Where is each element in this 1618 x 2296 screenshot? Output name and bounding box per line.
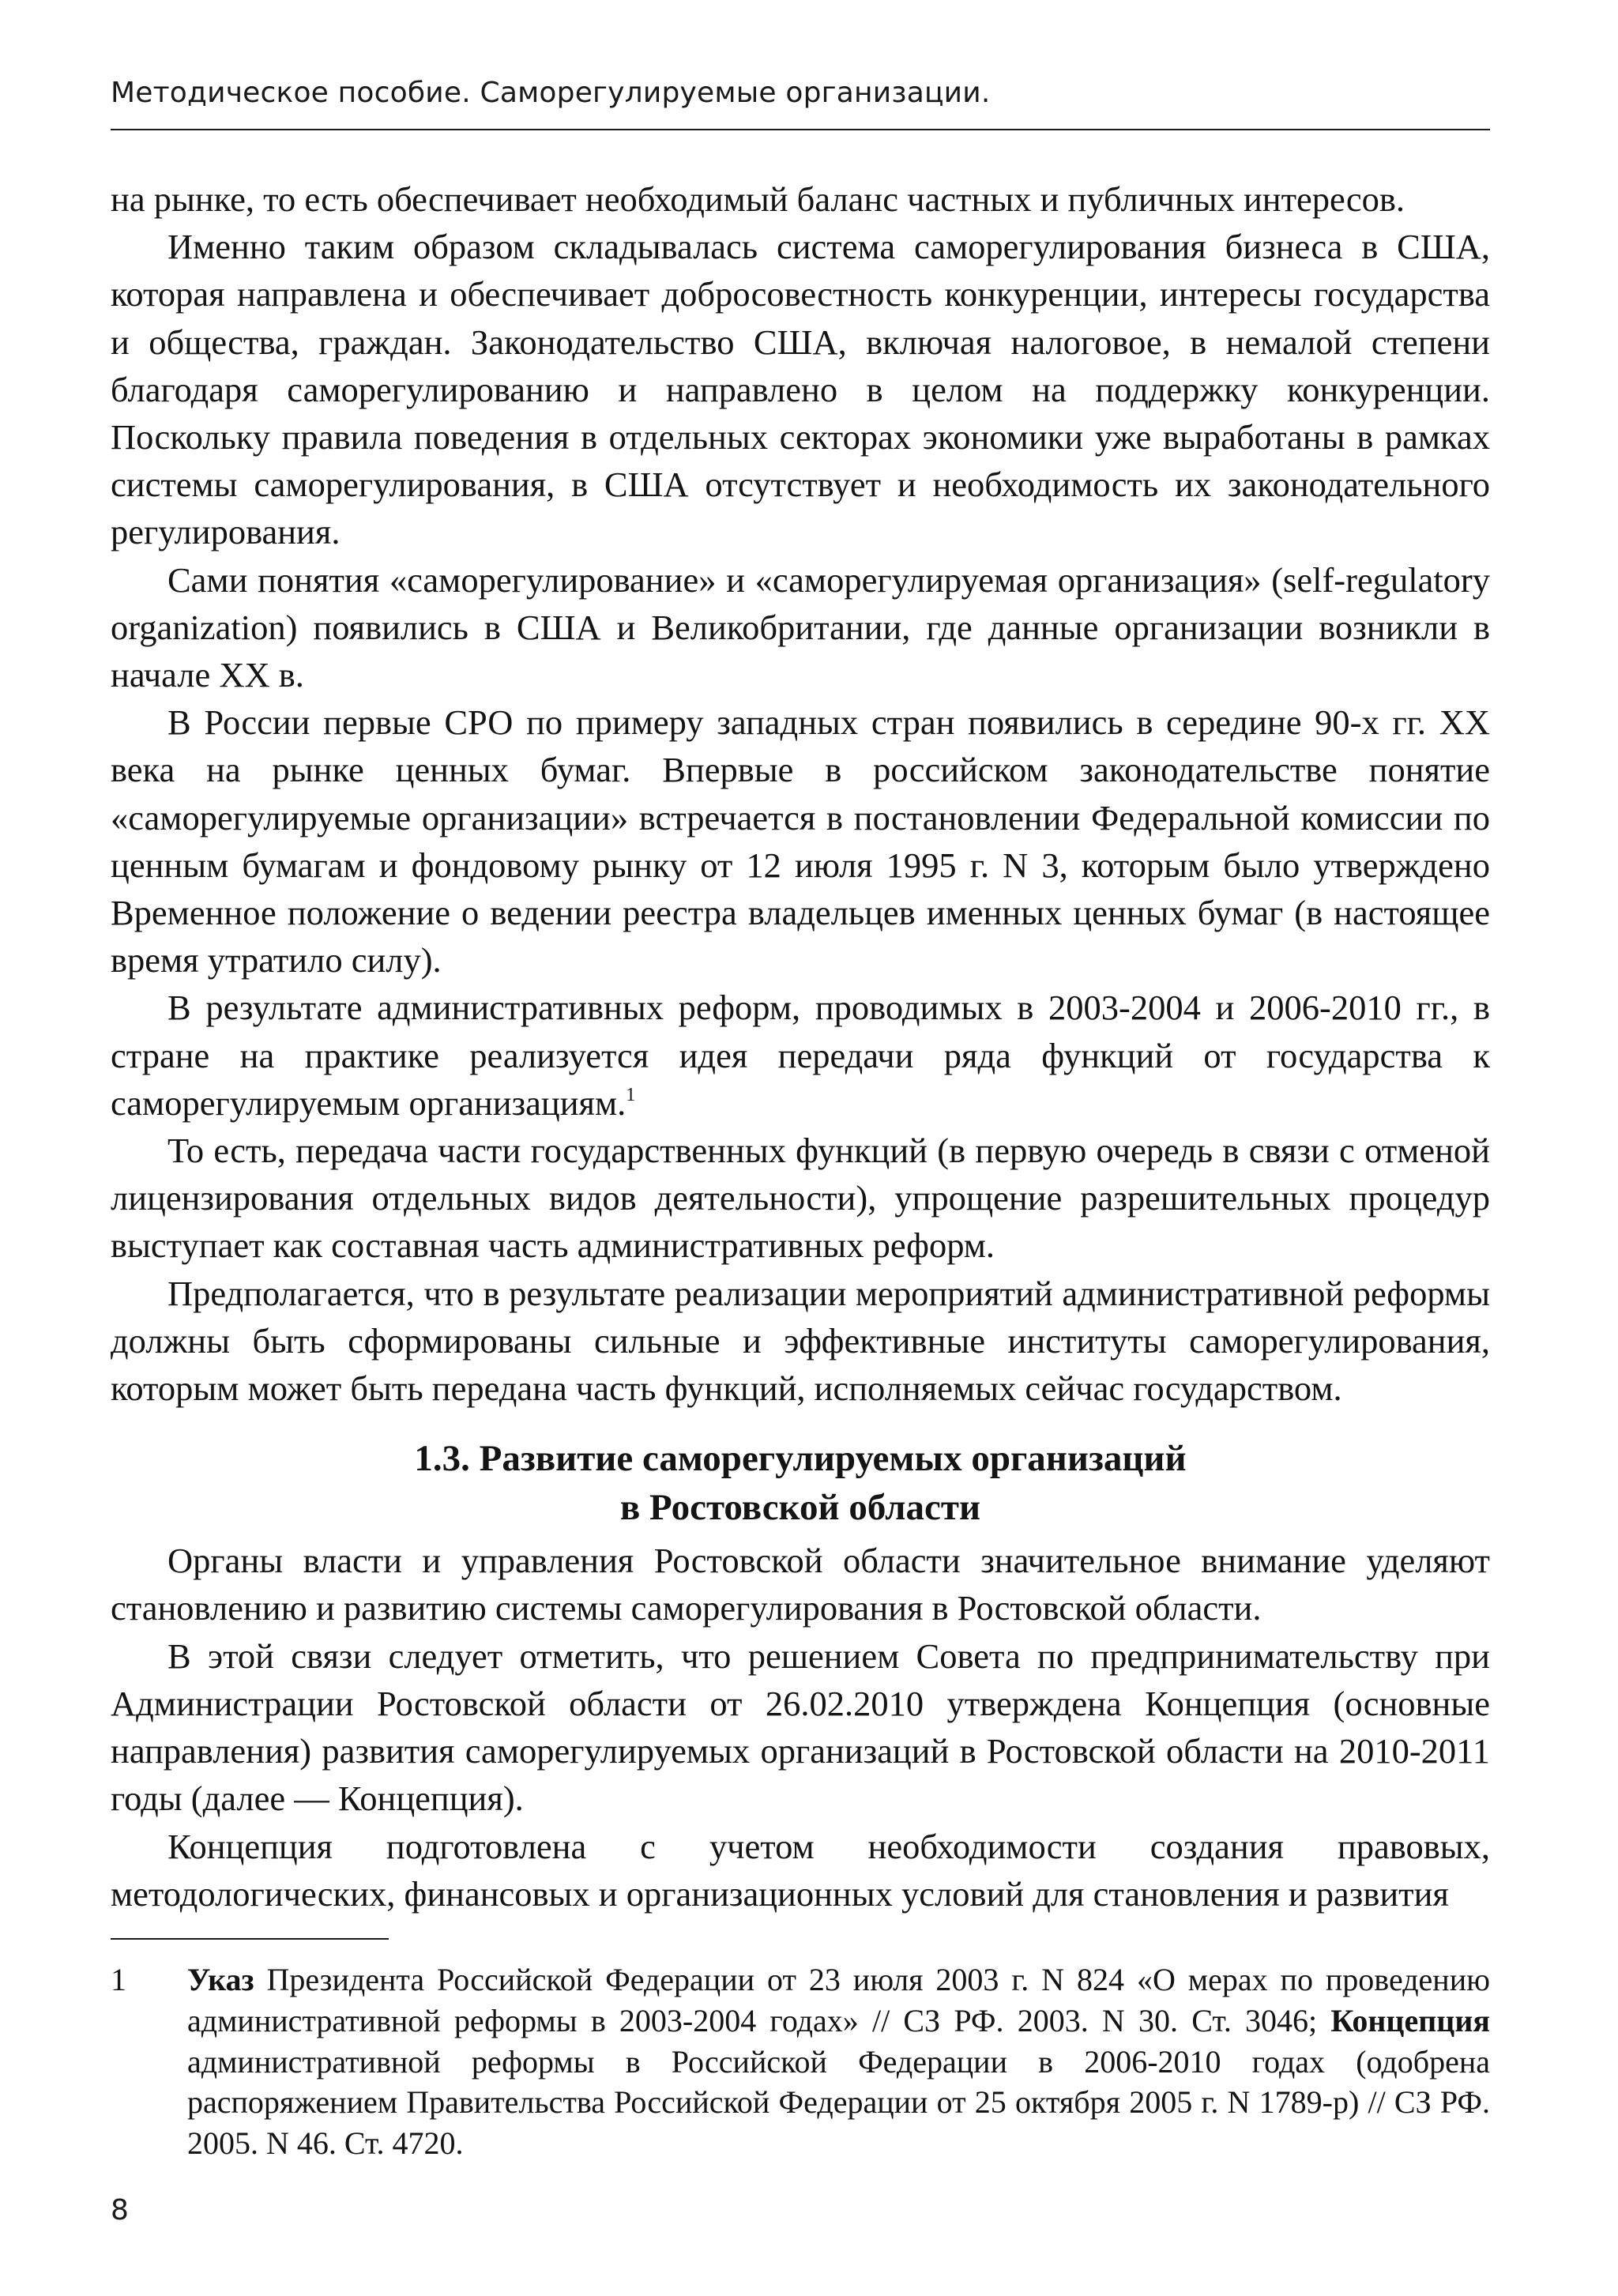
paragraph: В этой связи следует отметить, что решением Совета по предпринимательству при Администрации Ростовской области от 26.02.2010 утверждена Концепция (основные направления) развития саморегулируемых организаций в Ростовской области на 2010-2011 годы (далее — Концепция). [111,1635,1490,1819]
header-divider [111,129,1490,130]
section-heading-line: 1.3. Развитие саморегулируемых организаций [414,1438,1187,1480]
section-heading [111,1434,1490,1532]
footnote-divider [111,1938,389,1940]
section-heading-line: в Ростовской области [619,1487,981,1529]
paragraph: на рынке, то есть обеспечивает необходимый баланс частных и публичных интересов. [111,179,1405,219]
footnote-bold-term: Концепция [1330,2002,1490,2038]
footnote-citation: Президента Российской Федерации от 23 июля 2003 г. N 824 «О мерах по проведению административной реформы в 2003-2004 годах» // СЗ РФ. 2003. N 30. Ст. 3046; [187,1962,1490,2038]
running-header: Методическое пособие. Саморегулируемые организации. [111,77,991,109]
footnote-reference: 1 [626,1084,636,1105]
paragraph: В России первые СРО по примеру западных стран появились в середине 90-х гг. XX века на рынке ценных бумаг. Впервые в российском законодательстве понятие «саморегулируемые организации» встречается в постановлении Федеральной комиссии по ценным бумагам и фондовому рынку от 12 июля 1995 г. N 3, которым было утверждено Временное положение о ведении реестра владельцев именных ценных бумаг (в настоящее время утратило силу). [111,702,1490,981]
paragraph: Предполагается, что в результате реализации мероприятий административной реформы должны быть сформированы сильные и эффективные институты саморегулирования, которым может быть передана часть функций, исполняемых сейчас государством. [111,1273,1490,1409]
paragraph-with-footnote [111,984,1490,1127]
footnote-number: 1 [111,1962,126,1997]
paragraph-text: В результате административных реформ, проводимых в 2003-2004 и 2006-2010 гг., в стране на практике реализуется идея передачи ряда функций от государства к саморегулируемым организациям. [111,988,1490,1123]
footnote-citation: административной реформы в Российской Федерации в 2006-2010 годах (одобрена распоряжением Правительства Российской Федерации от 25 октября 2005 г. N 1789-р) // СЗ РФ. 2005. N 46. Ст. 4720. [187,2043,1490,2162]
paragraph: Сами понятия «саморегулирование» и «саморегулируемая организация» (self-regulatory organization) появились в США и Великобритании, где данные организации возникли в начале XX в. [111,559,1490,695]
paragraph: Именно таким образом складывалась система саморегулирования бизнеса в США, которая направлена и обеспечивает добросовестность конкуренции, интересы государства и общества, граждан. Законодательство США, включая налоговое, в немалой степени благодаря саморегулированию и направлено в целом на поддержку конкуренции. Поскольку правила поведения в отдельных секторах экономики уже выработаны в рамках системы саморегулирования, в США отсутствует и необходимость их законодательного регулирования. [111,227,1490,552]
footnote-text [187,1959,1490,2164]
footnote [111,1959,1490,2164]
paragraph: Органы власти и управления Ростовской области значительное внимание уделяют становлению и развитию системы саморегулирования в Ростовской области. [111,1541,1490,1628]
page-body [111,175,1490,1918]
paragraph: То есть, передача части государственных функций (в первую очередь в связи с отменой лицензирования отдельных видов деятельности), упрощение разрешительных процедур выступает как составная часть административных реформ. [111,1131,1490,1266]
page-number: 8 [111,2194,129,2226]
paragraph: Концепция подготовлена с учетом необходимости создания правовых, методологических, финансовых и организационных условий для становления и развития [111,1826,1490,1914]
footnote-bold-term: Указ [187,1962,254,1997]
